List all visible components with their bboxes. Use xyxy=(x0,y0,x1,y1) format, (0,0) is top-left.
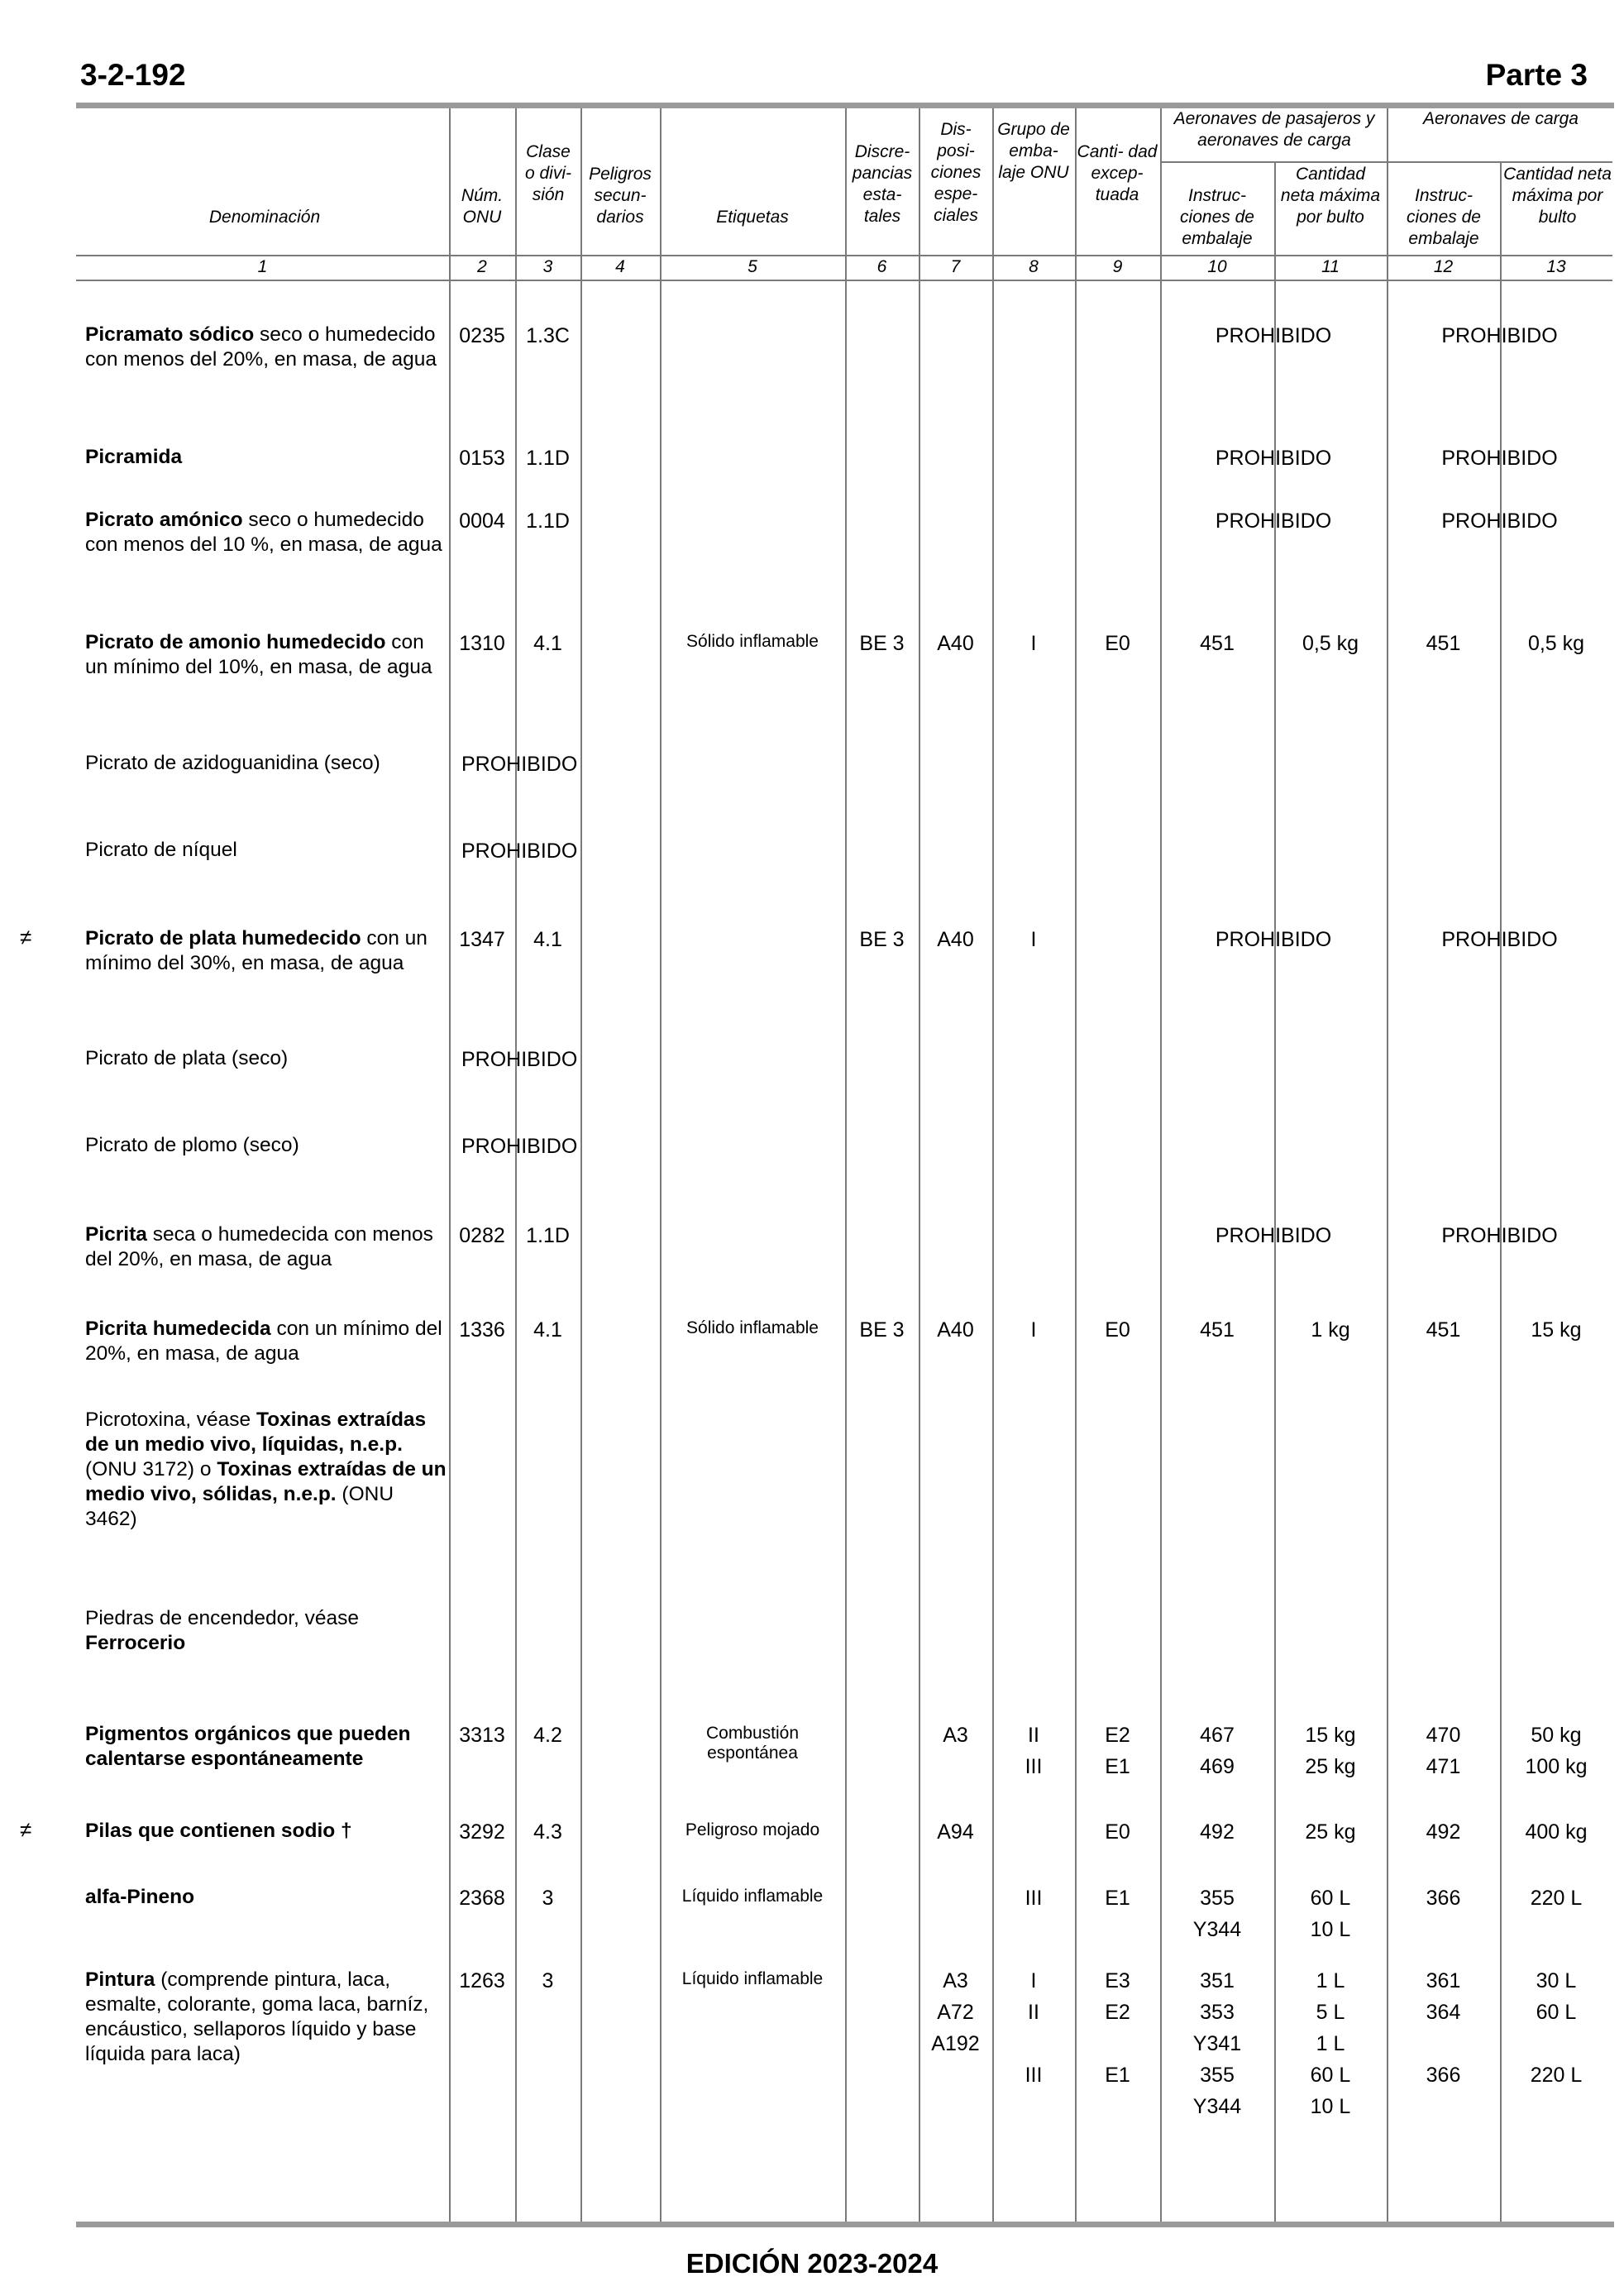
cell-un: 1263 xyxy=(459,1969,505,1992)
cell-pg: III xyxy=(1025,1887,1043,1910)
cell-un: 3313 xyxy=(459,1724,505,1747)
substance-name xyxy=(85,508,449,557)
substance-name-bold: Picramida xyxy=(85,446,183,468)
cell-q1: 0,5 kg xyxy=(1302,632,1359,655)
bottom-rule xyxy=(76,2222,1614,2227)
substance-name-text: Picrotoxina, véase xyxy=(85,1409,256,1431)
cell-pi1: 451 xyxy=(1200,632,1235,655)
cell-q2: 400 kg xyxy=(1525,1820,1588,1844)
substance-name-bold: Pintura xyxy=(85,1968,155,1991)
col-number: 8 xyxy=(1029,257,1039,276)
change-mark: ≠ xyxy=(20,1817,32,1842)
cell-q2: 50 kg 100 kg xyxy=(1525,1724,1588,1778)
cell-un: 1336 xyxy=(459,1318,505,1342)
col-header-peligros: Peligros secun- darios xyxy=(589,165,652,227)
cell-un: 3292 xyxy=(459,1820,505,1844)
prohibited-span: PROHIBIDO xyxy=(461,839,578,863)
prohibited-span: PROHIBIDO xyxy=(461,753,578,776)
substance-name-bold: Ferrocerio xyxy=(85,1632,186,1654)
substance-name xyxy=(85,1408,449,1532)
cell-un: 1310 xyxy=(459,632,505,655)
col-header-cantidad-pasajeros: Cantidad neta máxima por bulto xyxy=(1280,165,1381,227)
cell-pi1: 351 353 Y341 355 Y344 xyxy=(1192,1969,1242,2118)
col-number: 2 xyxy=(477,257,487,276)
change-mark: ≠ xyxy=(20,925,32,949)
cell-sp: A94 xyxy=(937,1820,974,1844)
substance-name xyxy=(85,751,449,776)
cell-eq: E0 xyxy=(1105,1318,1130,1342)
cell-cls: 4.1 xyxy=(533,632,562,655)
prohibited-span: PROHIBIDO xyxy=(461,1048,578,1071)
prohibited-cargo: PROHIBIDO xyxy=(1441,509,1558,533)
substance-name-bold: Picrato amónico xyxy=(85,509,243,531)
col-header-etiquetas: Etiquetas xyxy=(716,208,789,227)
substance-name-bold: Picramato sódico xyxy=(85,323,255,346)
col-number: 5 xyxy=(748,257,757,276)
cell-cls: 1.1D xyxy=(526,509,570,533)
substance-name-text: con un mínimo del 30%, en masa, de agua xyxy=(85,927,427,974)
cell-pi1: 355 Y344 xyxy=(1192,1887,1242,1941)
col-header-group-pasajeros: Aeronaves de pasajeros y aeronaves de carga xyxy=(1173,109,1375,150)
col-number: 10 xyxy=(1207,257,1227,276)
substance-name-bold: alfa-Pineno xyxy=(85,1886,195,1908)
prohibited-cargo: PROHIBIDO xyxy=(1441,1224,1558,1247)
substance-name xyxy=(85,1885,449,1910)
cell-pg: I xyxy=(1030,928,1037,951)
substance-name-text: Piedras de encendedor, véase xyxy=(85,1607,359,1629)
col-number: 13 xyxy=(1546,257,1566,276)
col-number: 7 xyxy=(950,257,961,276)
cell-un: 0004 xyxy=(459,509,505,533)
cell-cls: 1.3C xyxy=(526,324,570,347)
cell-pi2: 492 xyxy=(1426,1820,1461,1844)
cell-label: Líquido inflamable xyxy=(681,1887,824,1906)
substance-name-text: seco o humedecido con menos del 10 %, en masa, de agua xyxy=(85,509,442,556)
cell-eq: E0 xyxy=(1105,632,1130,655)
cell-q1: 15 kg 25 kg xyxy=(1305,1724,1356,1778)
prohibited-cargo: PROHIBIDO xyxy=(1441,928,1558,951)
cell-un: 0282 xyxy=(459,1224,505,1247)
cell-pi1: 451 xyxy=(1200,1318,1235,1342)
substance-name-text: con un mínimo del 10%, en masa, de agua xyxy=(85,631,432,678)
substance-name xyxy=(85,1133,449,1158)
substance-name xyxy=(85,323,449,372)
cell-label: Sólido inflamable xyxy=(686,632,819,651)
substance-name-text: Picrato de plomo (seco) xyxy=(85,1134,299,1156)
cell-sp: A40 xyxy=(937,1318,974,1342)
cell-eq: E0 xyxy=(1105,1820,1130,1844)
substance-name-text: seco o humedecido con menos del 20%, en masa, de agua xyxy=(85,323,437,371)
cell-state: BE 3 xyxy=(859,632,905,655)
substance-name xyxy=(85,838,449,863)
substance-name-text: (ONU 3462) xyxy=(85,1483,394,1530)
col-header-cantidad-carga: Cantidad neta máxima por bulto xyxy=(1503,165,1612,227)
prohibited-passenger: PROHIBIDO xyxy=(1215,509,1332,533)
cell-q2: 0,5 kg xyxy=(1527,632,1585,655)
cell-q1: 25 kg xyxy=(1305,1820,1356,1844)
col-header-cantidad-exceptuada: Canti- dad excep- tuada xyxy=(1077,142,1158,204)
prohibited-passenger: PROHIBIDO xyxy=(1215,1224,1332,1247)
substance-name-bold: Toxinas extraídas de un medio vivo, líquidas, n.e.p. xyxy=(85,1409,427,1456)
substance-name xyxy=(85,1606,449,1656)
cell-pi2: 451 xyxy=(1426,632,1461,655)
prohibited-cargo: PROHIBIDO xyxy=(1441,324,1558,347)
substance-name-text: Picrato de azidoguanidina (seco) xyxy=(85,752,380,774)
cell-sp: A3 xyxy=(943,1724,968,1747)
substance-name-bold: Picrita humedecida xyxy=(85,1318,271,1340)
cell-sp: A40 xyxy=(937,928,974,951)
cell-cls: 4.2 xyxy=(533,1724,562,1747)
substance-name-text: con un mínimo del 20%, en masa, de agua xyxy=(85,1318,442,1365)
cell-pi1: 467 469 xyxy=(1200,1724,1235,1778)
cell-state: BE 3 xyxy=(859,1318,905,1342)
col-number: 4 xyxy=(615,257,625,276)
cell-q1: 1 L 5 L 1 L 60 L 10 L xyxy=(1310,1969,1351,2118)
edition-footer: EDICIÓN 2023-2024 xyxy=(685,2248,939,2279)
substance-name xyxy=(85,630,449,680)
substance-name-bold: Picrato de amonio humedecido xyxy=(85,631,386,653)
col-number: 6 xyxy=(876,257,887,276)
cell-pg: II III xyxy=(1025,1724,1043,1778)
cell-cls: 4.1 xyxy=(533,1318,562,1342)
cell-label: Combustión espontánea xyxy=(705,1724,800,1763)
substance-name xyxy=(85,1046,449,1071)
cell-pg: I II III xyxy=(1025,1969,1043,2087)
col-number: 9 xyxy=(1112,257,1123,276)
substance-name-bold: Toxinas extraídas de un medio vivo, sólidas, n.e.p. xyxy=(85,1458,447,1505)
col-number: 3 xyxy=(542,257,553,276)
prohibited-span: PROHIBIDO xyxy=(461,1135,578,1158)
prohibited-passenger: PROHIBIDO xyxy=(1215,447,1332,470)
prohibited-cargo: PROHIBIDO xyxy=(1441,447,1558,470)
substance-name xyxy=(85,1722,449,1772)
cell-q2: 220 L xyxy=(1530,1887,1583,1910)
cell-un: 0153 xyxy=(459,447,505,470)
cell-sp: A40 xyxy=(937,632,974,655)
cell-un: 2368 xyxy=(459,1887,505,1910)
col-header-num-onu: Núm. ONU xyxy=(461,186,504,227)
col-number: 11 xyxy=(1321,257,1340,276)
prohibited-passenger: PROHIBIDO xyxy=(1215,928,1332,951)
substance-name xyxy=(85,926,449,976)
cell-un: 0235 xyxy=(459,324,505,347)
cell-pg: I xyxy=(1030,632,1037,655)
substance-name xyxy=(85,1317,449,1366)
col-header-discrepancias: Discre- pancias esta- tales xyxy=(852,142,913,226)
cell-q2: 30 L 60 L 220 L xyxy=(1530,1969,1583,2087)
top-rule xyxy=(76,103,1614,108)
substance-name-bold: Pilas que contienen sodio † xyxy=(85,1820,352,1842)
substance-name-bold: Picrato de plata humedecido xyxy=(85,927,361,949)
cell-pg: I xyxy=(1030,1318,1037,1342)
substance-name-text: Picrato de níquel xyxy=(85,839,237,861)
col-header-instrucciones-carga: Instruc- ciones de embalaje xyxy=(1407,186,1481,248)
col-header-group-carga: Aeronaves de carga xyxy=(1423,109,1579,128)
cell-pi2: 366 xyxy=(1426,1887,1461,1910)
col-header-denominacion: Denominación xyxy=(208,208,321,227)
cell-cls: 3 xyxy=(542,1969,554,1992)
cell-sp: A3 A72 A192 xyxy=(931,1969,980,2055)
cell-q1: 1 kg xyxy=(1311,1318,1350,1342)
substance-name-text: (ONU 3172) o xyxy=(85,1458,217,1480)
cell-pi2: 470 471 xyxy=(1426,1724,1461,1778)
cell-label: Peligroso mojado xyxy=(685,1820,820,1839)
substance-name xyxy=(85,445,449,470)
cell-cls: 4.3 xyxy=(533,1820,562,1844)
cell-eq: E2 E1 xyxy=(1105,1724,1130,1778)
substance-name xyxy=(85,1968,449,2067)
col-header-clase: Clase o divi- sión xyxy=(524,142,572,204)
cell-cls: 4.1 xyxy=(533,928,562,951)
substance-name-bold: Picrita xyxy=(85,1223,147,1246)
prohibited-passenger: PROHIBIDO xyxy=(1215,324,1332,347)
substance-name-text: seca o humedecida con menos del 20%, en masa, de agua xyxy=(85,1223,433,1270)
cell-q1: 60 L 10 L xyxy=(1310,1887,1351,1941)
col-number: 1 xyxy=(257,257,268,276)
page-reference: 3-2-192 xyxy=(80,58,186,92)
substance-name-text: (comprende pintura, laca, esmalte, colorante, goma laca, barníz, encáustico, sellaporos líquido y base líquida para laca) xyxy=(85,1968,429,2065)
cell-pi2: 451 xyxy=(1426,1318,1461,1342)
substance-name-bold: Pigmentos orgánicos que pueden calentarse espontáneamente xyxy=(85,1723,411,1770)
cell-cls: 3 xyxy=(542,1887,554,1910)
cell-cls: 1.1D xyxy=(526,447,570,470)
cell-label: Sólido inflamable xyxy=(686,1318,819,1337)
cell-state: BE 3 xyxy=(859,928,905,951)
cell-q2: 15 kg xyxy=(1531,1318,1582,1342)
cell-pi1: 492 xyxy=(1200,1820,1235,1844)
cell-un: 1347 xyxy=(459,928,505,951)
col-number: 12 xyxy=(1433,257,1454,276)
cell-eq: E1 xyxy=(1105,1887,1130,1910)
cell-cls: 1.1D xyxy=(526,1224,570,1247)
substance-name xyxy=(85,1819,449,1844)
cell-label: Líquido inflamable xyxy=(681,1969,824,1988)
col-header-disposiciones: Dis- posi- ciones espe- ciales xyxy=(930,120,982,225)
part-title: Parte 3 xyxy=(1485,58,1588,92)
substance-name xyxy=(85,1222,449,1272)
col-header-instrucciones-pasajeros: Instruc- ciones de embalaje xyxy=(1180,186,1254,248)
substance-name-text: Picrato de plata (seco) xyxy=(85,1047,289,1069)
col-header-grupo: Grupo de emba- laje ONU xyxy=(997,120,1070,182)
cell-pi2: 361 364 366 xyxy=(1426,1969,1461,2087)
cell-eq: E3 E2 E1 xyxy=(1105,1969,1130,2087)
